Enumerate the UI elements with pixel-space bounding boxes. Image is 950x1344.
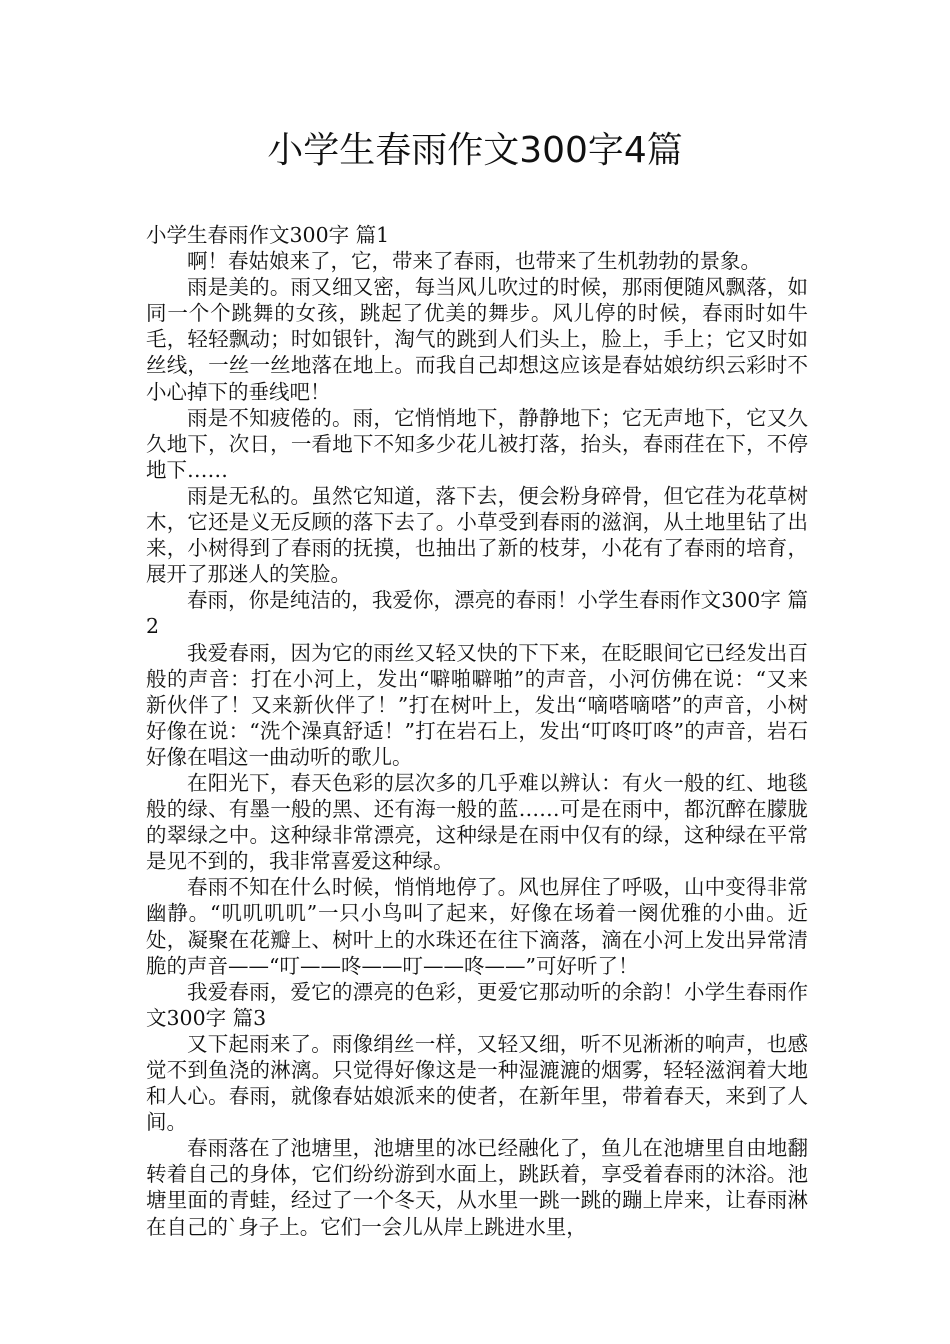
paragraph: 又下起雨来了。雨像绢丝一样，又轻又细，听不见淅淅的响声，也感觉不到鱼浇的淋漓。只觉得好像这是一种湿漉漉的烟雾，轻轻滋润着大地和人心。春雨，就像春姑娘派来的使者，在新年里，带着春天，来到了人间。 xyxy=(146,1031,808,1135)
section-heading-3: 小学生春雨作文300字 篇3 xyxy=(146,979,809,1030)
paragraph-with-heading xyxy=(146,979,808,1031)
paragraph: 啊！春姑娘来了，它，带来了春雨，也带来了生机勃勃的景象。 xyxy=(187,249,761,274)
closing-line: 春雨，你是纯洁的，我爱你，漂亮的春雨！ xyxy=(187,588,578,613)
closing-line: 我爱春雨，爱它的漂亮的色彩，更爱它那动听的余韵！ xyxy=(187,979,684,1004)
paragraph: 雨是无私的。虽然它知道，落下去，便会粉身碎骨，但它荏为花草树木，它还是义无反顾的落下去了。小草受到春雨的滋润，从土地里钻了出来，小树得到了春雨的抚摸，也抽出了新的枝芽，小花有了春雨的培育，展开了那迷人的笑脸。 xyxy=(146,483,808,587)
section-heading-1: 小学生春雨作文300字 篇1 xyxy=(146,223,390,247)
document-title: 小学生春雨作文300字4篇 xyxy=(267,130,683,171)
paragraph: 我爱春雨，因为它的雨丝又轻又快的下下来，在眨眼间它已经发出百般的声音：打在小河上，发出“噼啪噼啪”的声音，小河仿佛在说：“又来新伙伴了！又来新伙伴了！”打在树叶上，发出“嘀嗒嘀嗒”的声音，小树好像在说：“洗个澡真舒适！”打在岩石上，发出“叮咚叮咚”的声音，岩石好像在唱这一曲动听的歌儿。 xyxy=(146,640,808,769)
paragraph: 雨是不知疲倦的。雨，它悄悄地下，静静地下；它无声地下，它又久久地下，次日，一看地下不知多少花儿被打落，抬头，春雨荏在下，不停地下…… xyxy=(146,405,808,482)
paragraph-with-heading xyxy=(146,587,808,639)
section-heading-2: 小学生春雨作文300字 篇2 xyxy=(146,588,808,639)
paragraph: 春雨落在了池塘里，池塘里的冰已经融化了，鱼儿在池塘里自由地翻转着自己的身体，它们纷纷游到水面上，跳跃着，享受着春雨的沐浴。池塘里面的青蛙，经过了一个冬天，从水里一跳一跳的蹦上岸来，让春雨淋在自己的`身子上。它们一会儿从岸上跳进水里， xyxy=(146,1136,808,1239)
paragraph: 在阳光下，春天色彩的层次多的几乎难以辨认：有火一般的红、地毯般的绿、有墨一般的黑、还有海一般的蓝……可是在雨中，都沉醉在朦胧的翠绿之中。这种绿非常漂亮，这种绿是在雨中仅有的绿，这种绿在平常是见不到的，我非常喜爱这种绿。 xyxy=(146,770,808,874)
paragraph: 春雨不知在什么时候，悄悄地停了。风也屏住了呼吸，山中变得非常幽静。“叽叽叽叽”一只小鸟叫了起来，好像在场着一阕优雅的小曲。近处，凝聚在花瓣上、树叶上的水珠还在往下滴落，滴在小河上发出异常清脆的声音——“叮——咚——叮——咚——”可好听了！ xyxy=(146,875,808,978)
paragraph: 雨是美的。雨又细又密，每当风儿吹过的时候，那雨便随风飘落，如同一个个跳舞的女孩，跳起了优美的舞步。风儿停的时候，春雨时如牛毛，轻轻飘动；时如银针，淘气的跳到人们头上，脸上，手上；它又时如丝线，一丝一丝地落在地上。而我自己却想这应该是春姑娘纺织云彩时不小心掉下的垂线吧！ xyxy=(146,275,808,404)
document-body xyxy=(146,222,808,1240)
